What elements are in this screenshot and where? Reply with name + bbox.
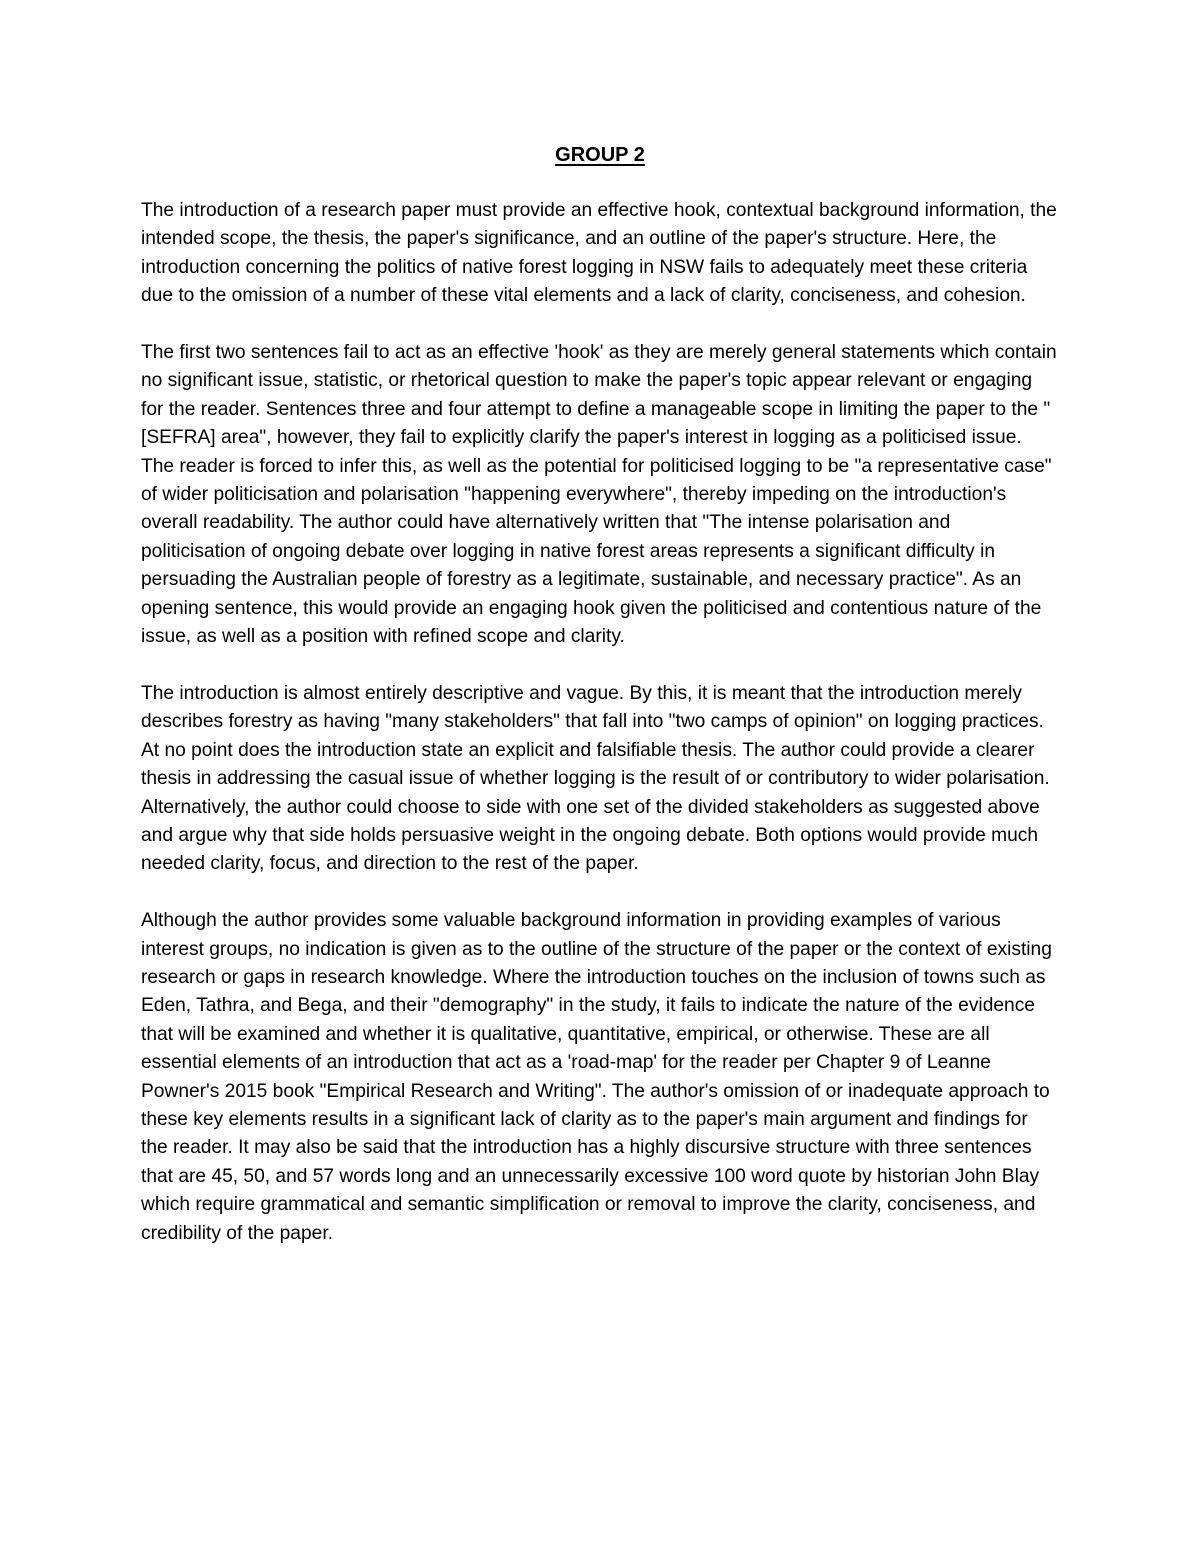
paragraph-hook-and-scope: The first two sentences fail to act as an effective 'hook' as they are merely general statements which contain no significant issue, statistic, or rhetorical question to make the paper's topic appear relevant or engaging for the reader. Sentences three and four attempt to define a manageable scope in limiting the paper to the "[SEFRA] area", however, they fail to explicitly clarify the paper's interest in logging as a politicised issue. The reader is forced to infer this, as well as the potential for politicised logging to be "a representative case" of wider politicisation and polarisation "happening everywhere", thereby impeding on the introduction's overall readability. The author could have alternatively written that "The intense polarisation and politicisation of ongoing debate over logging in native forest areas represents a significant difficulty in persuading the Australian people of forestry as a legitimate, sustainable, and necessary practice". As an opening sentence, this would provide an engaging hook given the politicised and contentious nature of the issue, as well as a position with refined scope and clarity. (141, 342, 1057, 648)
document-title: GROUP 2 (555, 144, 645, 166)
document-body (141, 197, 1059, 1276)
paragraph-thesis: The introduction is almost entirely descriptive and vague. By this, it is meant that the introduction merely describes forestry as having "many stakeholders" that fall into "two camps of opinion" on logging practices. At no point does the introduction state an explicit and falsifiable thesis. The author could provide a clearer thesis in addressing the casual issue of whether logging is the result of or contributory to wider polarisation. Alternatively, the author could choose to side with one set of the divided stakeholders as suggested above and argue why that side holds persuasive weight in the ongoing debate. Both options would provide much needed clarity, focus, and direction to the rest of the paper. (141, 682, 1050, 875)
paragraph-introduction-criteria: The introduction of a research paper must provide an effective hook, contextual background information, the intended scope, the thesis, the paper's significance, and an outline of the paper's structure. Here, the introduction concerning the politics of native forest logging in NSW fails to adequately meet these criteria due to the omission of a number of these vital elements and a lack of clarity, conciseness, and cohesion. (141, 200, 1057, 307)
paragraph-structure-and-clarity: Although the author provides some valuable background information in providing examples of various interest groups, no indication is given as to the outline of the structure of the paper or the context of existing research or gaps in research knowledge. Where the introduction touches on the inclusion of towns such as Eden, Tathra, and Bega, and their "demography" in the study, it fails to indicate the nature of the evidence that will be examined and whether it is qualitative, quantitative, empirical, or otherwise. These are all essential elements of an introduction that act as a 'road-map' for the reader per Chapter 9 of Leanne Powner's 2015 book "Empirical Research and Writing". The author's omission of or inadequate approach to these key elements results in a significant lack of clarity as to the paper's main argument and findings for the reader. It may also be said that the introduction has a highly discursive structure with three sentences that are 45, 50, and 57 words long and an unnecessarily excessive 100 word quote by historian John Blay which require grammatical and semantic simplification or removal to improve the clarity, conciseness, and credibility of the paper. (141, 910, 1052, 1244)
